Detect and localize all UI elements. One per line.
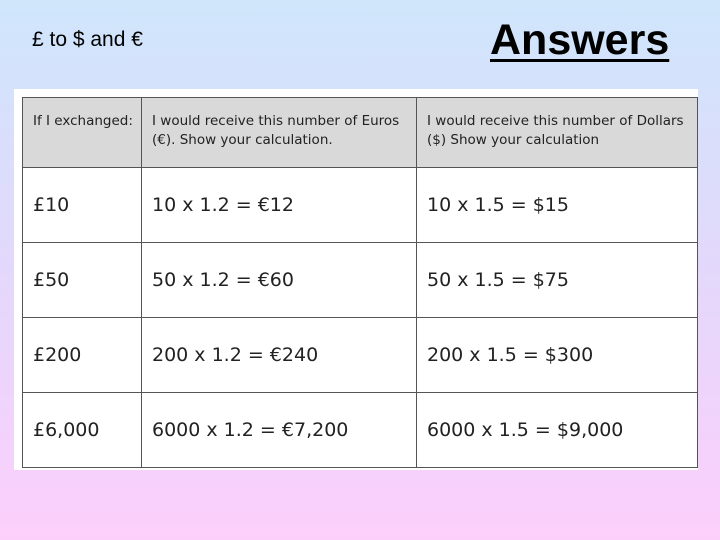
table-row bbox=[23, 168, 698, 243]
table-row bbox=[23, 243, 698, 318]
euros-cell: 50 x 1.2 = €60 bbox=[142, 243, 417, 318]
pounds-cell: £200 bbox=[23, 318, 142, 393]
euros-cell: 10 x 1.2 = €12 bbox=[142, 168, 417, 243]
slide-subtitle: £ to $ and € bbox=[32, 28, 143, 51]
exchange-table bbox=[22, 97, 698, 468]
euros-cell: 200 x 1.2 = €240 bbox=[142, 318, 417, 393]
dollars-cell: 10 x 1.5 = $15 bbox=[417, 168, 698, 243]
header-euros: I would receive this number of Euros (€). Show your calculation. bbox=[142, 98, 417, 168]
dollars-cell: 200 x 1.5 = $300 bbox=[417, 318, 698, 393]
answer-sheet bbox=[14, 89, 698, 470]
dollars-cell: 50 x 1.5 = $75 bbox=[417, 243, 698, 318]
header-exchanged: If I exchanged: bbox=[23, 98, 142, 168]
slide-title: Answers bbox=[490, 16, 670, 64]
table-row bbox=[23, 393, 698, 468]
pounds-cell: £10 bbox=[23, 168, 142, 243]
table-row bbox=[23, 318, 698, 393]
pounds-cell: £6,000 bbox=[23, 393, 142, 468]
pounds-cell: £50 bbox=[23, 243, 142, 318]
euros-cell: 6000 x 1.2 = €7,200 bbox=[142, 393, 417, 468]
header-dollars: I would receive this number of Dollars ($) Show your calculation bbox=[417, 98, 698, 168]
dollars-cell: 6000 x 1.5 = $9,000 bbox=[417, 393, 698, 468]
header-row bbox=[23, 98, 698, 168]
